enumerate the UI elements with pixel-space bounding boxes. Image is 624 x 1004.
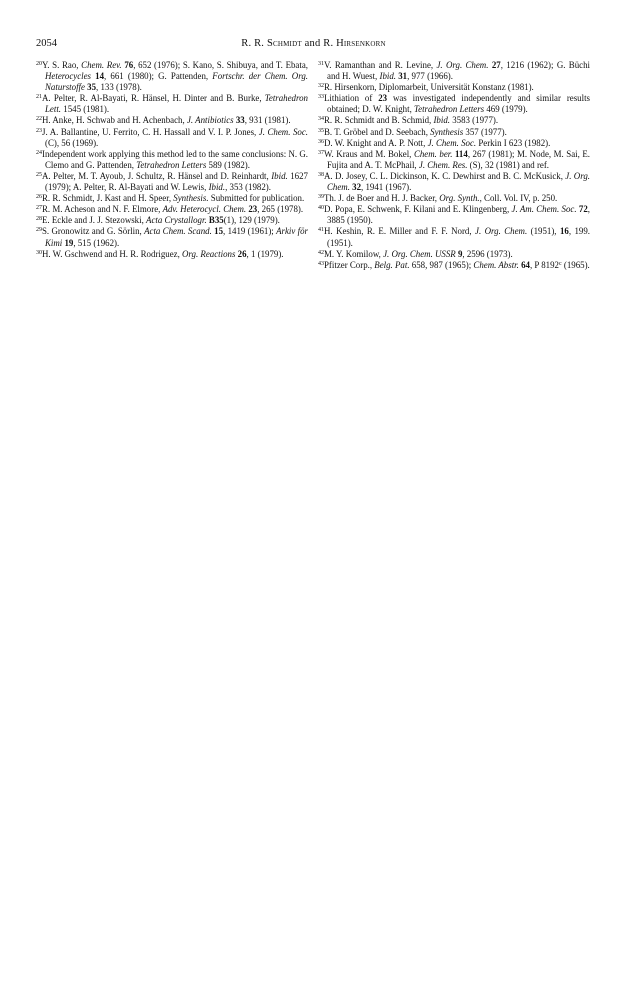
reference-entry xyxy=(318,127,590,138)
reference-text-segment: , 652 (1976); S. Kano, S. Shibuya, and T. Ebata, xyxy=(133,60,308,70)
reference-text-segment: Synthesis. xyxy=(173,193,209,204)
reference-text-segment: A. D. Josey, C. L. Dickinson, K. C. Dewhirst and B. C. McKusick, xyxy=(324,170,566,181)
reference-text-segment: H. Anke, H. Schwab and H. Achenbach, xyxy=(42,115,187,126)
reference-text-segment: (C), 56 (1969). xyxy=(45,137,99,148)
running-head-author-1: Schmidt xyxy=(266,38,302,49)
reference-text-segment: J. Am. Chem. Soc. xyxy=(511,204,577,215)
reference-text-segment: 3583 (1977). xyxy=(449,115,499,126)
reference-text-segment: 23 xyxy=(378,93,388,104)
references-column-left xyxy=(36,60,308,260)
reference-text-segment: E. Eckle and J. J. Stezowski, xyxy=(42,215,147,226)
reference-text-segment: 15 xyxy=(214,226,224,237)
reference-text-segment: Chem. Rev. xyxy=(81,60,122,70)
reference-text-segment: (S), 32 (1981) and ref. xyxy=(467,159,550,170)
reference-number: 32 xyxy=(318,83,324,90)
reference-entry xyxy=(318,204,590,226)
reference-entry xyxy=(36,115,308,126)
reference-text-segment: , 1 (1979). xyxy=(246,248,284,259)
reference-entry xyxy=(318,93,590,115)
page-header xyxy=(36,38,591,52)
reference-entry xyxy=(318,226,590,248)
reference-entry xyxy=(318,149,590,171)
reference-number: 30 xyxy=(36,249,42,256)
reference-text-segment: 26 xyxy=(237,248,247,259)
reference-number: 42 xyxy=(318,249,324,256)
reference-number: 22 xyxy=(36,116,42,123)
reference-text-segment: (1), 129 (1979). xyxy=(223,215,280,226)
reference-text-segment: , 515 (1962). xyxy=(73,237,120,248)
reference-text-segment: J. A. Ballantine, U. Ferrito, C. H. Hassall and V. I. P. Jones, xyxy=(42,126,259,137)
reference-text-segment: Submitted for publication. xyxy=(208,193,305,204)
reference-number: 31 xyxy=(318,61,324,67)
reference-entry xyxy=(36,193,308,204)
reference-text-segment: , P 8192 xyxy=(529,259,559,270)
reference-number: 23 xyxy=(36,127,42,134)
reference-entry xyxy=(36,60,308,93)
reference-text-segment: Ibid. xyxy=(208,182,226,193)
reference-text-segment: , 199. (1951). xyxy=(327,226,591,248)
reference-text-segment: , 1941 (1967). xyxy=(361,182,412,193)
reference-text-segment: Chem. Abstr. xyxy=(473,259,519,270)
reference-entry xyxy=(318,260,590,271)
reference-text-segment: S. Gronowitz and G. Sörlin, xyxy=(42,226,145,237)
reference-text-segment: 16 xyxy=(559,226,569,237)
reference-text-segment: , 133 (1978). xyxy=(96,82,142,93)
reference-entry xyxy=(36,249,308,260)
reference-number: 26 xyxy=(36,194,42,201)
reference-number: 21 xyxy=(36,94,42,101)
reference-text-segment: 64 xyxy=(521,259,530,270)
reference-text-segment: V. Ramanthan and R. Levine, xyxy=(324,60,437,70)
reference-text-segment: J. Org. Chem. xyxy=(475,226,528,237)
reference-text-segment: Belg. Pat. xyxy=(374,259,410,270)
reference-text-segment: c xyxy=(558,260,562,267)
reference-text-segment: Tetrahedron Lett. xyxy=(45,93,308,115)
reference-text-segment: Ibid. xyxy=(379,71,396,82)
reference-text-segment: R. R. Schmidt, J. Kast and H. Speer, xyxy=(42,193,174,204)
reference-text-segment: Arkiv för Kimi xyxy=(45,226,308,248)
reference-number: 33 xyxy=(318,94,324,101)
reference-text-segment: J. Chem. Res. xyxy=(418,159,468,170)
reference-entry xyxy=(318,249,590,260)
reference-entry xyxy=(36,127,308,149)
reference-text-segment: 14 xyxy=(95,71,105,82)
reference-text-segment: D. W. Knight and A. P. Nott, xyxy=(324,137,428,148)
page-number: 2054 xyxy=(36,38,57,49)
reference-text-segment: Ibid. xyxy=(271,170,288,181)
reference-text-segment: J. Org. Chem. xyxy=(436,60,489,70)
reference-entry xyxy=(36,215,308,226)
reference-text-segment: 35 xyxy=(87,82,97,93)
reference-text-segment: , 661 (1980); G. Pattenden, xyxy=(104,71,213,82)
reference-text-segment: Tetrahedron Letters xyxy=(414,104,485,115)
reference-text-segment: Acta Crystallogr. xyxy=(146,215,207,226)
reference-number: 20 xyxy=(36,61,42,67)
reference-entry xyxy=(36,204,308,215)
running-head-initial-1: R. R. xyxy=(241,38,267,49)
reference-text-segment: Adv. Heterocycl. Chem. xyxy=(162,204,247,215)
reference-text-segment: J. Org. Chem. xyxy=(327,170,590,193)
reference-text-segment: (1951), xyxy=(527,226,560,237)
references-column-right xyxy=(318,60,590,271)
reference-number: 40 xyxy=(318,205,324,212)
reference-number: 24 xyxy=(36,149,42,156)
reference-number: 38 xyxy=(318,171,324,178)
reference-entry xyxy=(36,226,308,248)
reference-text-segment: 9 xyxy=(457,248,463,259)
reference-text-segment: 114 xyxy=(454,148,468,159)
reference-text-segment: 1545 (1981). xyxy=(61,104,110,115)
running-head-author-2: Hirsenkorn xyxy=(336,38,386,49)
reference-number: 39 xyxy=(318,194,324,201)
reference-entry xyxy=(318,115,590,126)
reference-text-segment: , 2596 (1973). xyxy=(462,248,513,259)
reference-text-segment: 72 xyxy=(578,204,588,215)
reference-text-segment: A. Pelter, R. Al-Bayati, R. Hänsel, H. Dinter and B. Burke, xyxy=(42,93,265,104)
reference-text-segment: Ibid. xyxy=(433,115,450,126)
reference-text-segment: J. Org. Chem. USSR xyxy=(383,248,456,259)
reference-text-segment: R. M. Acheson and N. F. Elmore, xyxy=(42,204,163,215)
reference-entry xyxy=(36,171,308,193)
running-head-connector: and R. xyxy=(301,38,337,49)
reference-text-segment: , Coll. Vol. IV, p. 250. xyxy=(479,193,558,204)
reference-text-segment: M. Y. Komilow, xyxy=(324,248,384,259)
reference-entry xyxy=(318,193,590,204)
reference-number: 36 xyxy=(318,138,324,145)
reference-text-segment: Lithiation of xyxy=(324,93,379,104)
reference-text-segment: , 931 (1981). xyxy=(244,115,291,126)
reference-text-segment: H. Keshin, R. E. Miller and F. F. Nord, xyxy=(324,226,476,237)
reference-text-segment: R. Hirsenkorn, Diplomarbeit, Universität Konstanz (1981). xyxy=(324,82,534,93)
reference-text-segment: J. Chem. Soc. xyxy=(258,126,308,137)
reference-text-segment: Synthesis xyxy=(430,126,464,137)
reference-text-segment: Perkin I 623 (1982). xyxy=(476,137,551,148)
reference-text-segment: 19 xyxy=(64,237,74,248)
reference-number: 34 xyxy=(318,116,324,123)
reference-text-segment: , 1419 (1961); xyxy=(223,226,277,237)
reference-text-segment: J. Antibiotics xyxy=(186,115,234,126)
reference-number: 25 xyxy=(36,171,42,178)
reference-text-segment: , 1216 (1962); G. Büchi and H. Wuest, xyxy=(327,60,591,82)
reference-text-segment: (1965). xyxy=(561,259,590,270)
reference-text-segment: Chem. ber. xyxy=(413,148,453,159)
reference-entry xyxy=(36,93,308,115)
reference-text-segment: 76 xyxy=(124,60,134,70)
reference-number: 37 xyxy=(318,149,324,156)
reference-text-segment: H. W. Gschwend and H. R. Rodriguez, xyxy=(42,248,183,259)
reference-text-segment: W. Kraus and M. Bokel, xyxy=(324,148,414,159)
reference-text-segment: 469 (1979). xyxy=(484,104,528,115)
reference-number: 43 xyxy=(318,260,324,267)
reference-number: 28 xyxy=(36,216,42,223)
reference-text-segment: R. R. Schmidt and B. Schmid, xyxy=(324,115,434,126)
reference-text-segment: , 3885 (1950). xyxy=(327,204,590,226)
reference-entry xyxy=(318,138,590,149)
reference-text-segment: B35 xyxy=(208,215,224,226)
reference-number: 27 xyxy=(36,205,42,212)
reference-text-segment: 589 (1982). xyxy=(206,159,250,170)
reference-text-segment: Pfitzer Corp., xyxy=(324,259,375,270)
reference-text-segment: D. Popa, E. Schwenk, F. Kilani and E. Klingenberg, xyxy=(324,204,512,215)
reference-text-segment: 32 xyxy=(352,182,362,193)
reference-text-segment: 23 xyxy=(248,204,258,215)
reference-text-segment: 27 xyxy=(491,60,501,70)
reference-text-segment: B. T. Gröbel and D. Seebach, xyxy=(324,126,431,137)
reference-text-segment: 31 xyxy=(398,71,408,82)
reference-text-segment: Tetrahedron Letters xyxy=(136,159,207,170)
reference-entry xyxy=(318,82,590,93)
reference-text-segment: , 265 (1978). xyxy=(257,204,304,215)
reference-text-segment: , 353 (1982). xyxy=(225,182,271,193)
reference-text-segment: J. Chem. Soc. xyxy=(427,137,477,148)
reference-text-segment: was investigated independently and similar results obtained; D. W. Knight, xyxy=(327,93,590,115)
reference-number: 35 xyxy=(318,127,324,134)
reference-text-segment: , 977 (1966). xyxy=(407,71,453,82)
reference-text-segment: A. Pelter, M. T. Ayoub, J. Schultz, R. Hänsel and D. Reinhardt, xyxy=(42,170,272,181)
reference-text-segment: 357 (1977). xyxy=(463,126,507,137)
running-head xyxy=(36,38,591,49)
reference-text-segment: Y. S. Rao, xyxy=(42,60,82,70)
reference-entry xyxy=(36,149,308,171)
reference-entry xyxy=(318,60,590,82)
reference-text-segment: , 267 (1981); M. Node, M. Sai, E. Fujita and A. T. McPhail, xyxy=(327,148,590,170)
reference-text-segment: Fortschr. der Chem. Org. Naturstoffe xyxy=(45,71,308,93)
reference-text-segment: Heterocycles xyxy=(45,71,91,82)
reference-number: 29 xyxy=(36,227,42,234)
reference-text-segment: Acta Chem. Scand. xyxy=(144,226,212,237)
reference-text-segment: Independent work applying this method led to the same conclusions: N. G. Clemo and G. Pattenden, xyxy=(42,148,308,170)
reference-text-segment: Org. Reactions xyxy=(182,248,236,259)
reference-text-segment: 658, 987 (1965); xyxy=(409,259,474,270)
reference-text-segment: 1627 (1979); A. Pelter, R. Al-Bayati and W. Lewis, xyxy=(45,170,308,193)
reference-number: 41 xyxy=(318,227,324,234)
reference-text-segment: Org. Synth. xyxy=(439,193,480,204)
reference-text-segment: 33 xyxy=(235,115,245,126)
reference-entry xyxy=(318,171,590,193)
reference-text-segment: Th. J. de Boer and H. J. Backer, xyxy=(324,193,440,204)
